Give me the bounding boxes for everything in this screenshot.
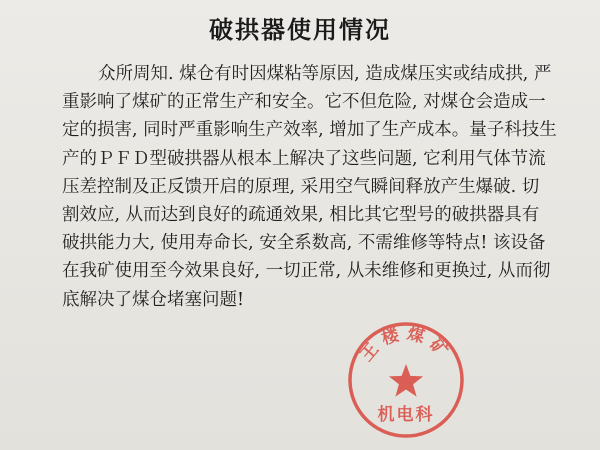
body-line: 割效应, 从而达到良好的疏通效果, 相比其它型号的破拱器具有: [62, 204, 540, 225]
document-body: [62, 60, 582, 314]
body-line: 在我矿使用至今效果良好, 一切正常, 从未维修和更换过, 从而彻: [62, 261, 551, 282]
body-line: 破拱能力大, 使用寿命长, 安全系数高, 不需维修等特点! 该设备: [62, 233, 546, 254]
body-line: 底解决了煤仓堵塞问题!: [62, 289, 245, 310]
body-line: 重影响了煤矿的正常生产和安全。它不但危险, 对煤仓会造成一: [62, 92, 546, 113]
document-title: 破拱器使用情况: [209, 15, 391, 44]
seal-arc-text: 王楼煤矿: [356, 323, 456, 366]
body-line: 定的损害, 同时严重影响生产效率, 增加了生产成本。量子科技生: [62, 120, 557, 141]
seal-star-icon: [389, 364, 423, 397]
official-seal-stamp: [346, 320, 466, 440]
body-line: 产的ＰＦＤ型破拱器从根本上解决了这些问题, 它利用气体节流: [62, 148, 546, 169]
body-line: 压差控制及正反馈开启的原理, 采用空气瞬间释放产生爆破. 切: [62, 176, 540, 197]
seal-center-text: 机电科: [377, 405, 435, 425]
body-line: 众所周知. 煤仓有时因煤粘等原因, 造成煤压实或结成拱, 严: [98, 64, 552, 84]
